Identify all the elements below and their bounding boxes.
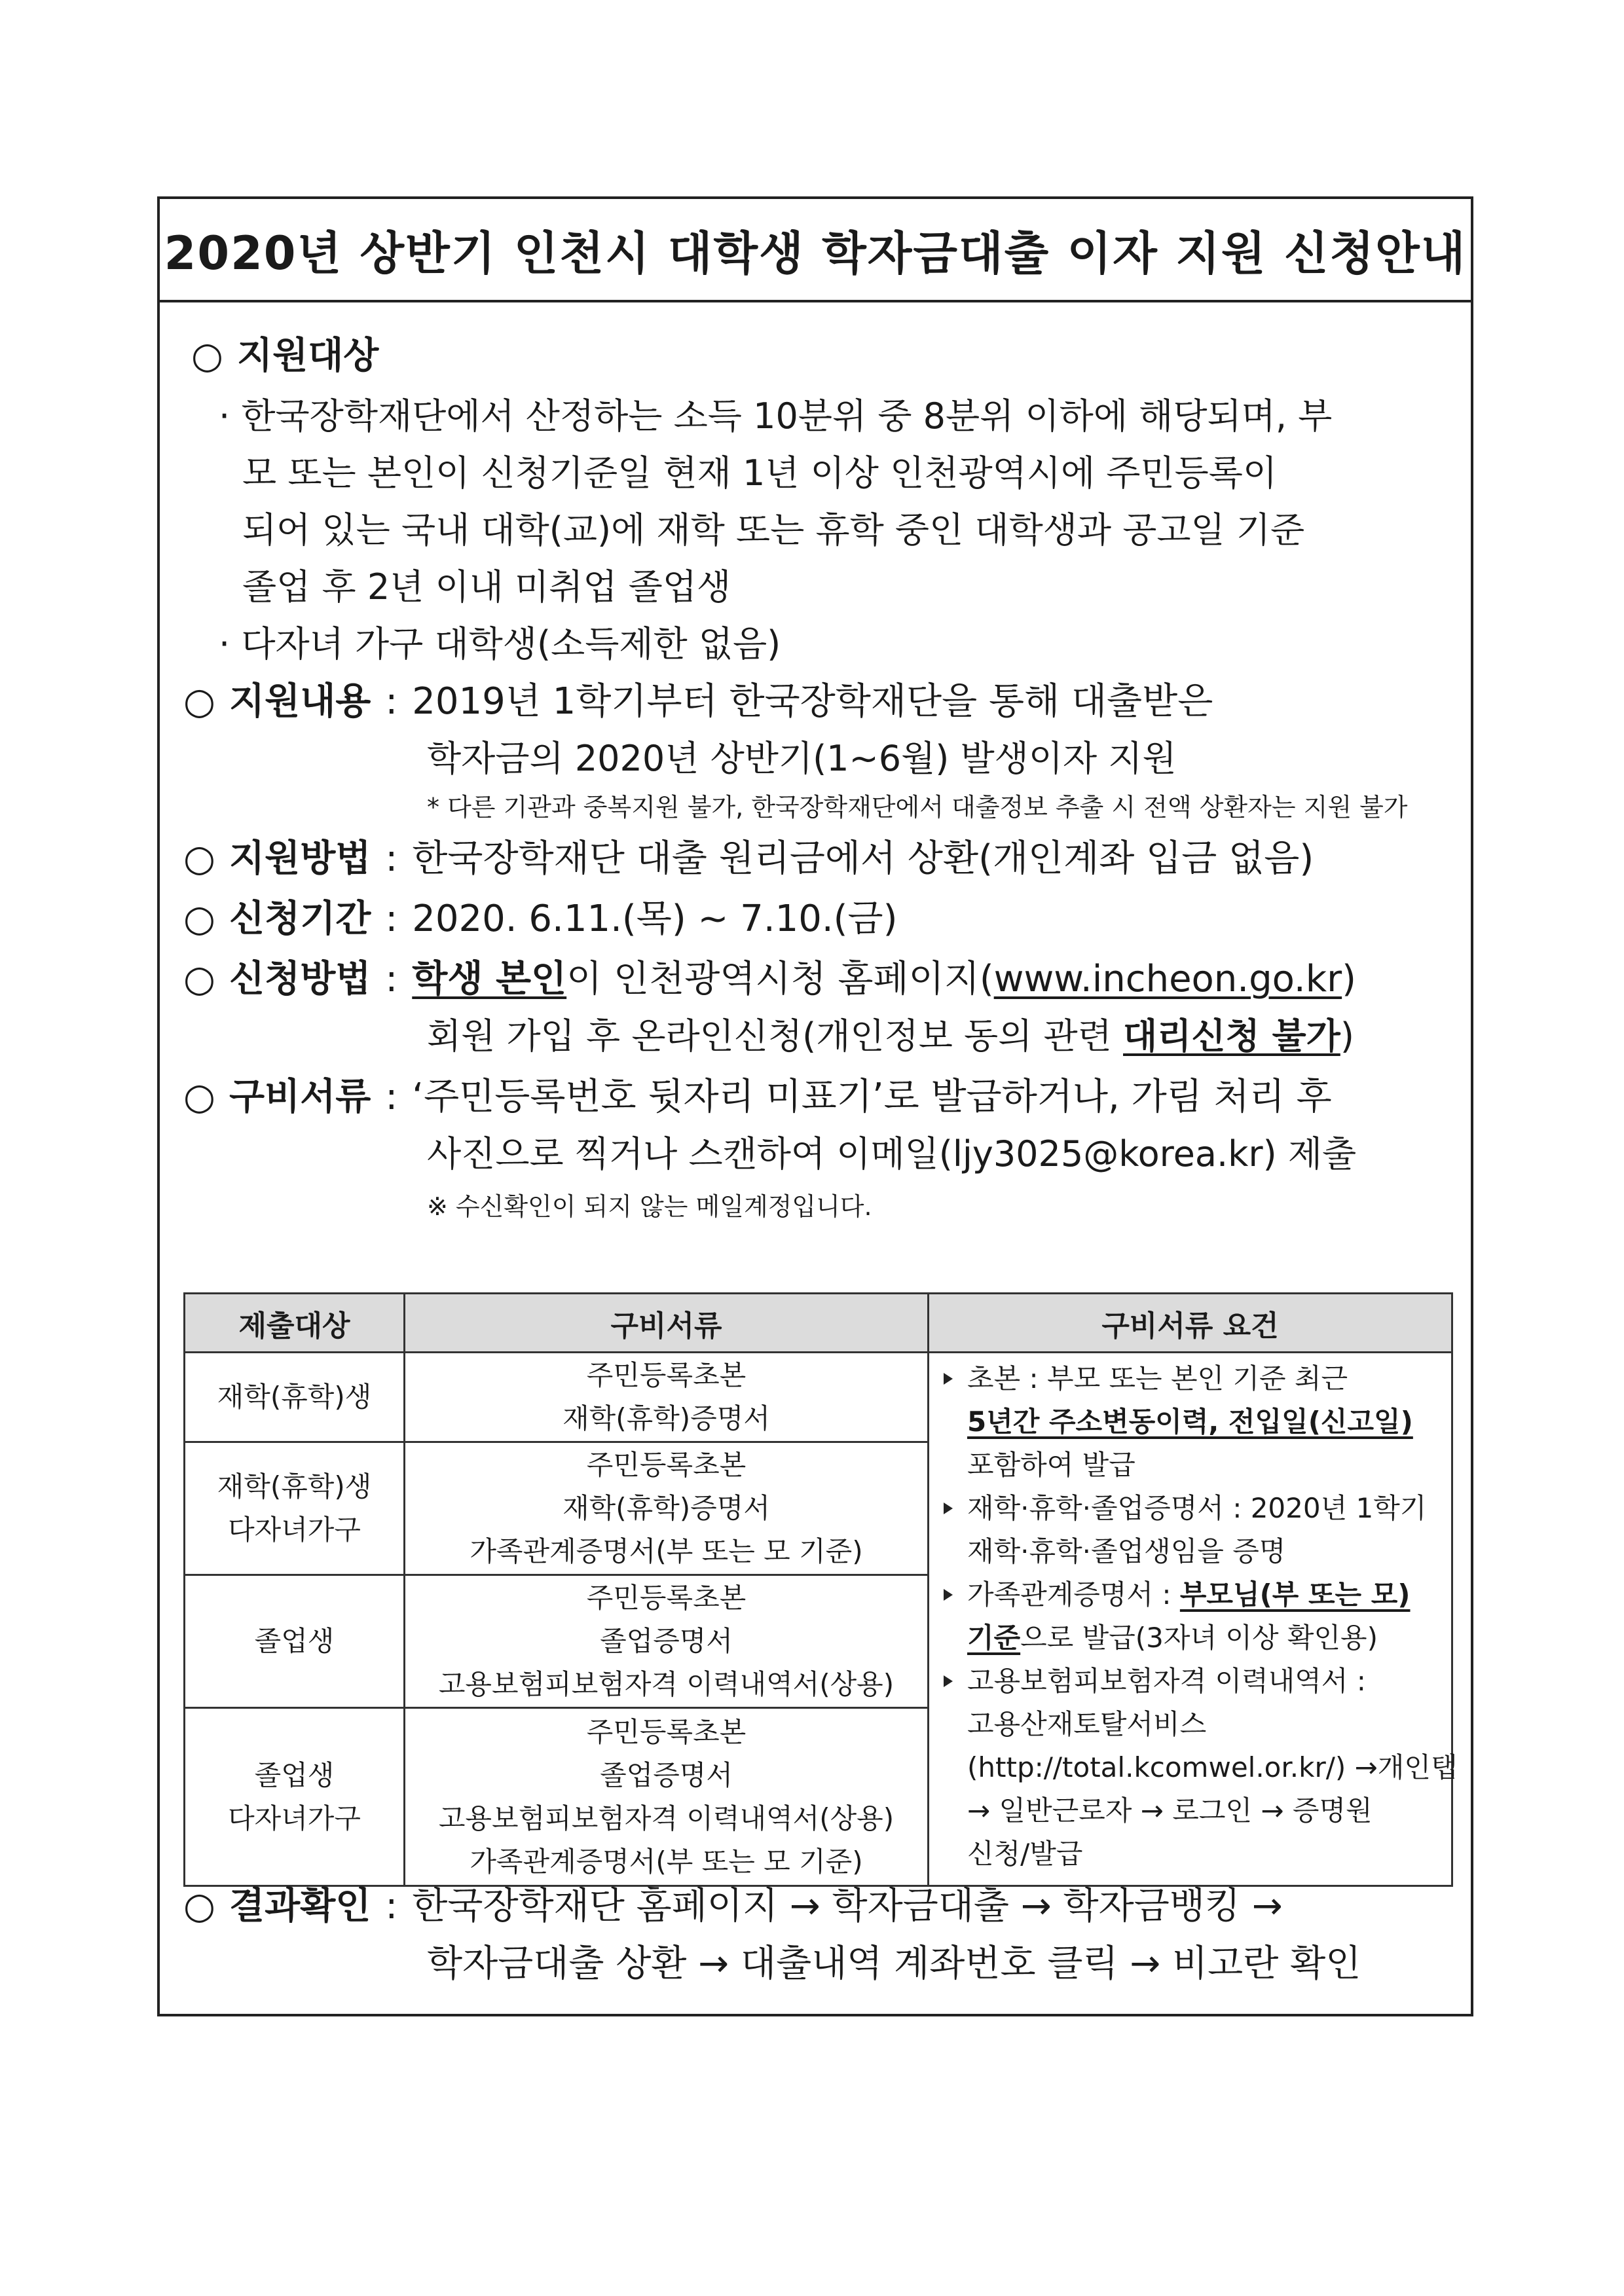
eligibility-bullet-2: · 다자녀 가구 대학생(소득제한 없음) [219,623,781,665]
row-docs [405,1575,929,1708]
circle-bullet-icon: ○ [183,680,215,723]
triangle-bullet-icon [944,1589,953,1601]
requirement-item [944,1660,1458,1876]
triangle-bullet-icon [944,1675,953,1687]
row-docs [405,1708,929,1886]
content-line-2: 학자금의 2020년 상반기(1~6월) 발생이자 지원 [427,738,1177,779]
circle-bullet-icon: ○ [183,1885,215,1927]
target-line: 다자녀가구 [228,1802,361,1834]
table-row [185,1353,1452,1442]
documents-line-2: 사진으로 찍거나 스캔하여 이메일(ljy3025@korea.kr) 제출 [427,1133,1357,1175]
circle-bullet-icon: ○ [183,958,215,1000]
colon: : [385,837,398,880]
table-header: 구비서류 요건 [929,1294,1452,1353]
result-line-1: 한국장학재단 홈페이지 → 학자금대출 → 학자금뱅킹 → [412,1885,1283,1927]
row-target [185,1708,405,1886]
method-text: 한국장학재단 대출 원리금에서 상환(개인계좌 입금 없음) [412,837,1314,880]
row-target [185,1575,405,1708]
table-header: 구비서류 [405,1294,929,1353]
req-line: 고용보험피보험자격 이력내역서 : [967,1665,1366,1697]
eligibility-line-4: 졸업 후 2년 이내 미취업 졸업생 [242,566,731,608]
documents-table [183,1292,1458,1887]
colon: : [385,958,398,1000]
content-line-1: 2019년 1학기부터 한국장학재단을 통해 대출받은 [412,680,1213,723]
documents-label: 구비서류 [229,1076,371,1118]
apply-mid: 이 인천광역시청 홈페이지( [566,958,994,1000]
apply-url-link[interactable]: www.incheon.go.kr [993,958,1342,1000]
table-header: 제출대상 [185,1294,405,1353]
circle-bullet-icon: ○ [183,898,215,940]
circle-bullet-icon: ○ [183,1076,215,1118]
doc-line: 재학(휴학)증명서 [563,1402,770,1434]
req-emphasis: 기준 [967,1622,1021,1654]
documents-note: ※ 수신확인이 되지 않는 메일계정입니다. [427,1192,872,1221]
eligibility-label: 지원대상 [237,335,379,377]
row-target [185,1353,405,1442]
apply-no-proxy: 대리신청 불가 [1123,1015,1340,1057]
req-emphasis: 부모님(부 또는 모) [1179,1578,1411,1611]
doc-line: 주민등록초본 [586,1449,747,1481]
notice-frame [157,196,1473,2016]
apply-who: 학생 본인 [412,958,567,1000]
requirement-item [944,1487,1442,1573]
colon: : [385,1885,398,1927]
period-text: 2020. 6.11.(목) ~ 7.10.(금) [412,898,898,940]
doc-line: 주민등록초본 [586,1715,747,1748]
method-label: 지원방법 [229,837,371,880]
section-documents [183,1076,1332,1118]
row-target [185,1442,405,1575]
req-text: 으로 발급(3자녀 이상 확인용) [1020,1622,1378,1654]
content-note: * 다른 기관과 중복지원 불가, 한국장학재단에서 대출정보 추출 시 전액 상환자는 지원 불가 [427,793,1408,822]
apply-label: 신청방법 [229,958,371,1000]
triangle-bullet-icon [944,1373,953,1385]
target-line: 재학(휴학)생 [217,1470,372,1503]
requirement-item [944,1573,1442,1660]
req-line [967,1573,1442,1616]
colon: : [385,1076,398,1118]
colon: : [385,898,398,940]
apply-close: ) [1342,958,1357,1000]
page-title: 2020년 상반기 인천시 대학생 학자금대출 이자 지원 신청안내 [164,226,1467,280]
documents-line-1: ‘주민등록번호 뒷자리 미표기’로 발급하거나, 가림 처리 후 [412,1076,1332,1118]
req-text: 가족관계증명서 : [967,1578,1180,1611]
doc-line: 재학(휴학)증명서 [563,1492,770,1524]
req-line: 5년간 주소변동이력, 전입일(신고일) [967,1406,1413,1438]
section-eligibility [191,335,379,377]
apply-line-2-c: ) [1340,1015,1354,1057]
req-line: 포함하여 발급 [967,1449,1135,1481]
requirements-cell [929,1353,1458,1886]
doc-line: 가족관계증명서(부 또는 모 기준) [470,1535,863,1567]
result-label: 결과확인 [229,1885,371,1927]
content-label: 지원내용 [229,680,371,723]
req-line: 신청/발급 [967,1838,1083,1870]
row-docs [405,1353,929,1442]
eligibility-line-1: · 한국장학재단에서 산정하는 소득 10분위 중 8분위 이하에 해당되며, 부 [219,395,1333,437]
eligibility-line-2: 모 또는 본인이 신청기준일 현재 1년 이상 인천광역시에 주민등록이 [242,452,1278,494]
section-period [183,898,898,940]
doc-line: 가족관계증명서(부 또는 모 기준) [470,1845,863,1878]
section-method [183,837,1314,880]
circle-bullet-icon: ○ [183,837,215,880]
req-line: → 일반근로자 → 로그인 → 증명원 [967,1795,1373,1827]
target-line: 다자녀가구 [228,1514,361,1546]
req-line: 재학·휴학·졸업생임을 증명 [967,1535,1286,1567]
row-docs [405,1442,929,1575]
req-line: 초본 : 부모 또는 본인 기준 최근 [967,1362,1348,1394]
requirement-item [944,1357,1442,1487]
table-header-row [185,1294,1452,1353]
section-result [183,1885,1283,1927]
result-line-2: 학자금대출 상환 → 대출내역 계좌번호 클릭 → 비고란 확인 [427,1942,1361,1985]
req-line: 고용산재토탈서비스 [967,1708,1207,1740]
triangle-bullet-icon [944,1503,953,1514]
doc-line: 졸업증명서 [600,1758,733,1791]
target-line: 졸업생 [254,1758,335,1791]
title-bar [160,199,1471,302]
req-line: 재학·휴학·졸업증명서 : 2020년 1학기 [967,1492,1427,1524]
doc-line: 주민등록초본 [586,1359,747,1391]
doc-line: 고용보험피보험자격 이력내역서(상용) [438,1668,895,1700]
apply-line-2-a: 회원 가입 후 온라인신청(개인정보 동의 관련 [427,1015,1124,1057]
eligibility-line-3: 되어 있는 국내 대학(교)에 재학 또는 휴학 중인 대학생과 공고일 기준 [242,509,1305,551]
apply-line-2 [427,1015,1354,1057]
doc-line: 졸업증명서 [600,1625,733,1657]
circle-bullet-icon: ○ [191,335,223,377]
period-label: 신청기간 [229,898,371,940]
section-content [183,680,1213,723]
colon: : [385,680,398,723]
doc-line: 고용보험피보험자격 이력내역서(상용) [438,1802,895,1834]
section-apply [183,958,1357,1000]
req-line: (http://total.kcomwel.or.kr/) →개인탭 [967,1751,1458,1783]
target-line: 재학(휴학)생 [217,1381,372,1413]
doc-line: 주민등록초본 [586,1582,747,1614]
target-line: 졸업생 [254,1625,335,1657]
req-line [967,1616,1442,1660]
